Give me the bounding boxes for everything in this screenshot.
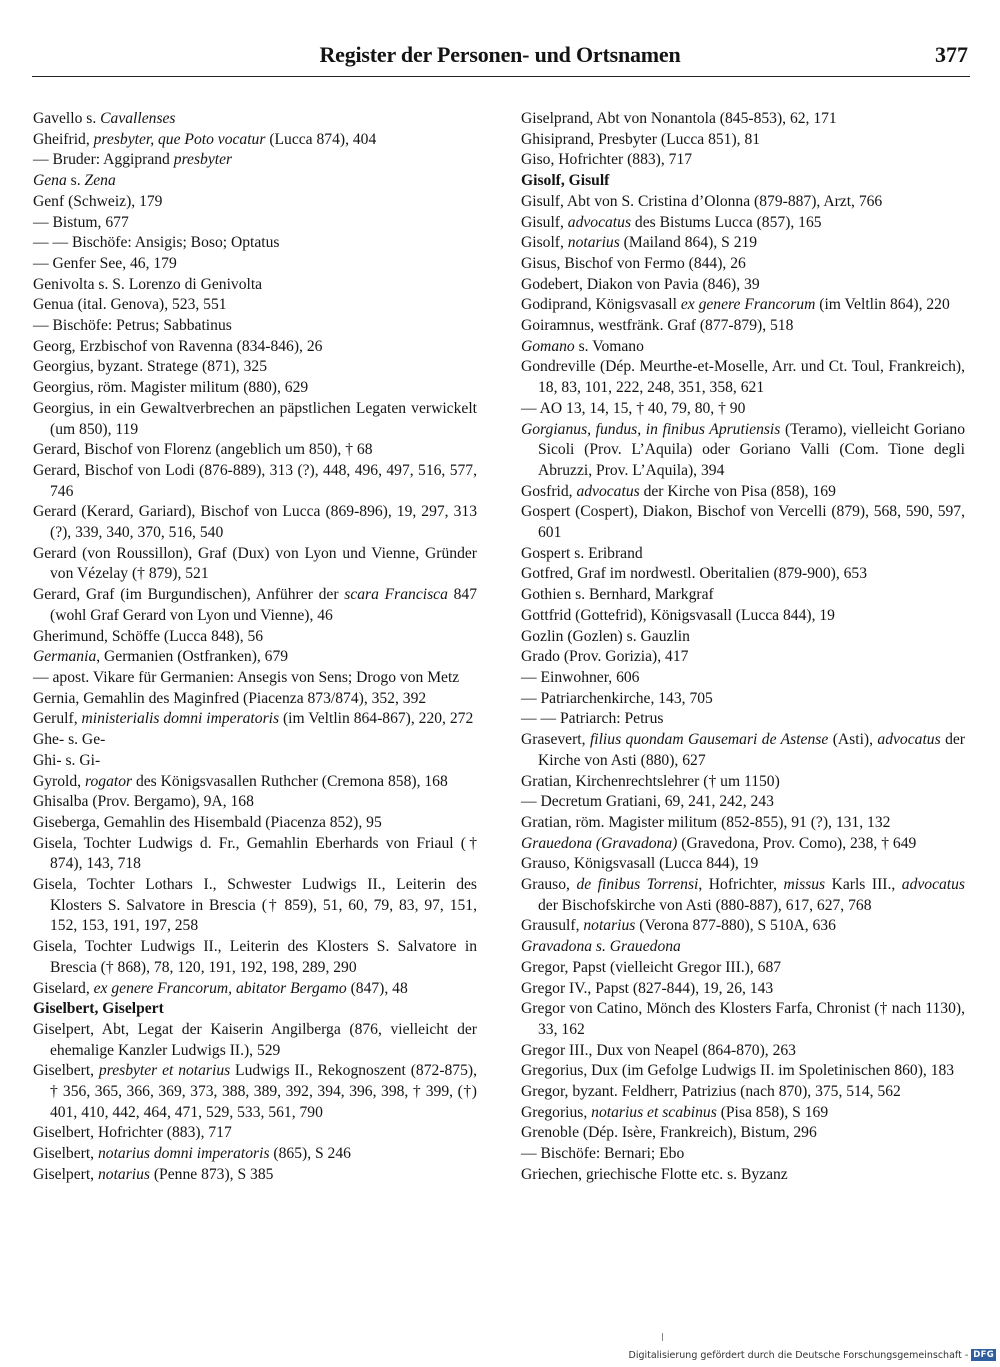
entry-text: Gregor IV., Papst (827-844), 19, 26, 143 <box>521 979 774 997</box>
entry-italic-text: missus <box>783 876 826 894</box>
entry-text: Gregor von Catino, Mönch des Klosters Farfa, Chronist († nach 1130), 33, 162 <box>521 1000 965 1038</box>
entry-text: Godebert, Diakon von Pavia (846), 39 <box>521 275 760 293</box>
register-entry <box>33 751 477 772</box>
entry-text: Giselbert, <box>33 1062 99 1080</box>
register-entry <box>33 440 477 461</box>
entry-text: — Bischöfe: Bernari; Ebo <box>521 1145 685 1163</box>
register-entry <box>521 979 965 1000</box>
register-entry <box>33 337 477 358</box>
register-entry <box>521 150 965 171</box>
entry-text: Goiramnus, westfränk. Graf (877-879), 518 <box>521 317 794 335</box>
register-entry <box>521 357 965 398</box>
entry-text: Griechen, griechische Flotte etc. s. Byzanz <box>521 1165 788 1183</box>
register-entry <box>521 109 965 130</box>
register-entry <box>33 647 477 668</box>
entry-text: , Germanien (Ostfranken), 679 <box>96 648 289 666</box>
entry-italic-text: Zena <box>84 172 116 190</box>
register-entry <box>521 295 965 316</box>
register-entry <box>521 958 965 979</box>
entry-text: Gyrold, <box>33 772 85 790</box>
entry-text: Ludwigs II., Rekognoszent (872-875), † 356, 365, 366, 369, 373, 388, 389, 392, 394, 396, 398, † 399, (†) 401, 410, 442, 464, 471, 529, 533, 561, 790 <box>50 1062 477 1121</box>
register-entry <box>33 130 477 151</box>
entry-text: — Bruder: Aggiprand <box>33 151 174 169</box>
register-entry <box>521 316 965 337</box>
register-entry <box>521 275 965 296</box>
entry-text: Georgius, röm. Magister militum (880), 629 <box>33 379 309 397</box>
entry-text: Gondreville (Dép. Meurthe-et-Moselle, Arr. und Ct. Toul, Frankreich), 18, 83, 101, 222, 248, 351, 358, 621 <box>521 358 965 397</box>
entry-text: (Asti), <box>828 731 878 749</box>
register-entry <box>521 482 965 503</box>
register-entry <box>33 399 477 440</box>
entry-text: Gosfrid, <box>521 482 577 500</box>
entry-text: des Königsvasallen Ruthcher (Cremona 858), 168 <box>132 772 448 790</box>
register-entry <box>521 937 965 958</box>
entry-text: Gerard, Graf (im Burgundischen), Anführer der <box>33 586 345 604</box>
register-entry <box>33 999 477 1020</box>
entry-text: Giselprand, Abt von Nonantola (845-853), 62, 171 <box>521 110 837 127</box>
register-entry <box>33 709 477 730</box>
register-entry <box>33 109 477 130</box>
entry-text: Gospert (Cospert), Diakon, Bischof von Vercelli (879), 568, 590, 597, 601 <box>521 503 965 542</box>
register-entry <box>521 668 965 689</box>
register-entry <box>33 150 477 171</box>
entry-text: — Einwohner, 606 <box>521 668 640 686</box>
entry-italic-text: notarius <box>97 1165 150 1183</box>
entry-italic-text: Grauedona (Gravadona) <box>521 834 678 852</box>
entry-text: Gavello s. <box>33 110 101 127</box>
register-entry <box>521 502 965 543</box>
entry-text: — apost. Vikare für Germanien: Ansegis von Sens; Drogo von Metz <box>33 668 460 686</box>
entry-italic-text: notarius et scabinus <box>591 1103 717 1121</box>
entry-text: der Kirche von Pisa (858), 169 <box>639 482 836 500</box>
entry-text: Gisela, Tochter Lothars I., Schwester Ludwigs II., Leiterin des Klosters S. Salvatore in Brescia († 859), 51, 60, 79, 83, 97, 151, 152, 153, 191, 197, 258 <box>33 876 477 935</box>
register-entry <box>33 295 477 316</box>
entry-text: Giselpert, Abt, Legat der Kaiserin Angilberga (876, vielleicht der ehemalige Kanzler Ludwigs II.), 529 <box>33 1020 477 1059</box>
entry-text: Genivolta s. S. Lorenzo di Genivolta <box>33 275 263 293</box>
register-entry <box>521 1123 965 1144</box>
register-entry <box>521 813 965 834</box>
register-entry <box>521 1082 965 1103</box>
register-entry <box>33 627 477 648</box>
entry-italic-text: notarius domni imperatoris <box>97 1145 270 1163</box>
entry-text: Gernia, Gemahlin des Maginfred (Piacenza 873/874), 352, 392 <box>33 689 427 707</box>
entry-text: Gottfrid (Gottefrid), Königsvasall (Lucca 844), 19 <box>521 606 835 624</box>
entry-text: Gregorius, Dux (im Gefolge Ludwigs II. im Spoletinischen 860), 183 <box>521 1062 955 1080</box>
register-entry <box>521 213 965 234</box>
entry-italic-text: Cavallenses <box>100 110 176 127</box>
register-entry <box>521 171 965 192</box>
entry-text: Ghe- s. Ge- <box>33 731 106 749</box>
register-entry <box>521 709 965 730</box>
entry-text: Genf (Schweiz), 179 <box>33 192 163 210</box>
register-entry <box>33 1144 477 1165</box>
entry-text: (Gravedona, Prov. Como), 238, † 649 <box>677 834 917 852</box>
register-entry <box>33 813 477 834</box>
entry-text: Giselpert, <box>33 1165 98 1183</box>
entry-text: Gerard (von Roussillon), Graf (Dux) von Lyon und Vienne, Gründer von Vézelay († 879), 521 <box>33 544 477 583</box>
entry-italic-text: de finibus Torrensi <box>576 876 699 894</box>
entry-text: Gregor, byzant. Feldherr, Patrizius (nach 870), 375, 514, 562 <box>521 1083 901 1101</box>
register-entry <box>521 399 965 420</box>
register-entry <box>33 544 477 585</box>
entry-text: Gratian, röm. Magister militum (852-855), 91 (?), 131, 132 <box>521 813 891 831</box>
register-entry <box>33 730 477 751</box>
entry-text: s. Vomano <box>574 337 644 355</box>
entry-text: (847), 48 <box>346 979 408 997</box>
register-entry <box>521 730 965 771</box>
entry-italic-text: rogator <box>84 772 133 790</box>
entry-text: Giselbert, Hofrichter (883), 717 <box>33 1124 232 1142</box>
register-entry <box>521 772 965 793</box>
register-entry <box>521 606 965 627</box>
register-column-left <box>33 109 477 1186</box>
entry-text: Gisolf, <box>521 234 568 252</box>
register-entry <box>33 1165 477 1186</box>
page-title: Register der Personen- und Ortsnamen <box>319 42 681 67</box>
entry-text: — Decretum Gratiani, 69, 241, 242, 243 <box>521 793 774 811</box>
entry-text: Godiprand, Königsvasall <box>521 296 681 314</box>
entry-text: (Lucca 874), 404 <box>265 130 377 148</box>
entry-text: — Bischöfe: Petrus; Sabbatinus <box>33 317 232 335</box>
entry-text: Gisela, Tochter Ludwigs II., Leiterin des Klosters S. Salvatore in Brescia († 868), 78, 120, 191, 192, 198, 289, 290 <box>33 938 477 976</box>
register-entry <box>521 999 965 1040</box>
entry-italic-text: presbyter et notarius <box>98 1062 231 1080</box>
footer-text: Digitalisierung gefördert durch die Deutsche Forschungsgemeinschaft - <box>628 1349 969 1361</box>
entry-italic-text: Gena <box>33 172 67 190</box>
register-entry <box>521 792 965 813</box>
register-entry <box>521 647 965 668</box>
register-entry <box>521 192 965 213</box>
footer-credit <box>629 1349 997 1361</box>
entry-text: Grauso, <box>521 876 577 894</box>
entry-text: — — Patriarch: Petrus <box>521 710 664 728</box>
entry-text: (im Veltlin 864), 220 <box>815 296 950 314</box>
register-entry <box>521 689 965 710</box>
register-entry <box>33 772 477 793</box>
register-entry <box>33 585 477 626</box>
entry-text: 847 (wohl Graf Gerard von Lyon und Vienne), 46 <box>50 586 477 624</box>
entry-text: Gospert s. Eribrand <box>521 544 643 562</box>
register-entry <box>33 1123 477 1144</box>
entry-text: Ghisalba (Prov. Bergamo), 9A, 168 <box>33 793 254 811</box>
entry-text: Ghisiprand, Presbyter (Lucca 851), 81 <box>521 130 761 148</box>
entry-text: Giseberga, Gemahlin des Hisembald (Piacenza 852), 95 <box>33 813 382 831</box>
entry-text: (865), S 246 <box>269 1145 351 1163</box>
register-entry <box>33 357 477 378</box>
entry-italic-text: Gorgianus, fundus, in finibus Aprutiensis <box>521 420 781 438</box>
register-entry <box>521 1041 965 1062</box>
entry-text: Genua (ital. Genova), 523, 551 <box>33 296 227 314</box>
entry-text: (im Veltlin 864-867), 220, 272 <box>279 710 474 728</box>
entry-text: Giso, Hofrichter (883), 717 <box>521 151 693 169</box>
register-entry <box>33 937 477 978</box>
entry-text: Giselbert, Giselpert <box>33 1000 164 1018</box>
header-rule <box>32 76 970 77</box>
entry-text: Gisus, Bischof von Fermo (844), 26 <box>521 254 746 272</box>
register-entry <box>521 854 965 875</box>
entry-text: Gothien s. Bernhard, Markgraf <box>521 586 714 604</box>
entry-text: Georg, Erzbischof von Ravenna (834-846), 26 <box>33 337 323 355</box>
register-entry <box>521 916 965 937</box>
entry-italic-text: presbyter, que Poto vocatur <box>93 130 266 148</box>
entry-italic-text: advocatus <box>901 876 965 894</box>
entry-text: Gerard (Kerard, Gariard), Bischof von Lucca (869-896), 19, 297, 313 (?), 339, 340, 370, 516, 540 <box>33 503 477 542</box>
register-entry <box>33 233 477 254</box>
register-entry <box>33 668 477 689</box>
entry-text: Karls III., <box>825 876 902 894</box>
register-entry <box>521 627 965 648</box>
entry-italic-text: scara Francisca <box>344 586 448 604</box>
footer-divider <box>662 1333 664 1341</box>
register-entry <box>521 544 965 565</box>
entry-text: Grenoble (Dép. Isère, Frankreich), Bistum, 296 <box>521 1124 817 1142</box>
entry-text: der Kirche von Asti (880), 627 <box>538 731 965 769</box>
entry-text: (Pisa 858), S 169 <box>716 1103 829 1121</box>
register-entry <box>33 192 477 213</box>
register-entry <box>521 1144 965 1165</box>
entry-italic-text: ex genere Francorum, abitator Bergamo <box>93 979 347 997</box>
entry-text: Georgius, byzant. Stratege (871), 325 <box>33 358 267 376</box>
entry-text: Gisulf, <box>521 213 568 231</box>
entry-text: Gisela, Tochter Ludwigs d. Fr., Gemahlin Eberhards von Friaul († 874), 143, 718 <box>33 834 477 873</box>
register-entry <box>521 420 965 482</box>
entry-text: des Bistums Lucca (857), 165 <box>631 213 822 231</box>
register-entry <box>33 979 477 1000</box>
entry-italic-text: presbyter <box>173 151 233 169</box>
entry-text: Grausulf, <box>521 917 584 935</box>
entry-text: Gisolf, Gisulf <box>521 172 610 190</box>
register-entry <box>521 1165 965 1186</box>
entry-text: der Bischofskirche von Asti (880-887), 617, 627, 768 <box>538 896 872 914</box>
entry-text: — Bistum, 677 <box>33 213 129 231</box>
entry-text: (Penne 873), S 385 <box>149 1165 274 1183</box>
entry-text: (Mailand 864), S 219 <box>619 234 758 252</box>
register-entry <box>521 1061 965 1082</box>
entry-text: Grado (Prov. Gorizia), 417 <box>521 648 689 666</box>
register-entry <box>33 461 477 502</box>
entry-italic-text: advocatus <box>576 482 640 500</box>
register-entry <box>33 275 477 296</box>
entry-text: Gotfred, Graf im nordwestl. Oberitalien (879-900), 653 <box>521 565 868 583</box>
register-entry <box>521 585 965 606</box>
entry-text: (Verona 877-880), S 510A, 636 <box>635 917 836 935</box>
entry-text: Giselard, <box>33 979 94 997</box>
entry-italic-text: ministerialis domni imperatoris <box>81 710 280 728</box>
register-column-right <box>521 109 965 1186</box>
entry-text: Gratian, Kirchenrechtslehrer († um 1150) <box>521 772 780 790</box>
entry-text: Grauso, Königsvasall (Lucca 844), 19 <box>521 855 759 873</box>
entry-italic-text: Gravadona s. Grauedona <box>521 938 681 956</box>
register-entry <box>33 689 477 710</box>
register-entry <box>521 1103 965 1124</box>
entry-text: Gregor, Papst (vielleicht Gregor III.), 687 <box>521 958 782 976</box>
dfg-logo: DFG <box>973 1350 994 1360</box>
entry-text: Gheifrid, <box>33 130 94 148</box>
register-entry <box>521 130 965 151</box>
entry-italic-text: notarius <box>567 234 620 252</box>
entry-text: Gerard, Bischof von Florenz (angeblich um 850), † 68 <box>33 441 373 459</box>
entry-text: Gerard, Bischof von Lodi (876-889), 313 (?), 448, 496, 497, 516, 577, 746 <box>33 461 477 500</box>
register-entry <box>33 875 477 937</box>
entry-italic-text: notarius <box>583 917 636 935</box>
entry-text: Giselbert, <box>33 1145 98 1163</box>
entry-text: Gisulf, Abt von S. Cristina d’Olonna (879-887), Arzt, 766 <box>521 192 883 210</box>
entry-italic-text: advocatus <box>877 731 941 749</box>
register-entry <box>521 564 965 585</box>
register-entry <box>33 316 477 337</box>
register-entry <box>33 834 477 875</box>
register-entry <box>33 1020 477 1061</box>
entry-text: Gregor III., Dux von Neapel (864-870), 263 <box>521 1041 796 1059</box>
entry-text: Gherimund, Schöffe (Lucca 848), 56 <box>33 627 264 645</box>
register-entry <box>33 792 477 813</box>
register-entry <box>33 254 477 275</box>
entry-text: — Genfer See, 46, 179 <box>33 254 177 272</box>
register-entry <box>521 834 965 855</box>
entry-text: Ghi- s. Gi- <box>33 751 101 769</box>
entry-text: Gregorius, <box>521 1103 592 1121</box>
register-entry <box>33 171 477 192</box>
entry-italic-text: ex genere Francorum <box>680 296 816 314</box>
entry-text: Gerulf, <box>33 710 82 728</box>
entry-italic-text: advocatus <box>567 213 632 231</box>
entry-text: Grasevert, <box>521 731 590 749</box>
entry-italic-text: filius quondam Gausemari de Astense <box>589 731 829 749</box>
register-entry <box>33 1061 477 1123</box>
register-entry <box>33 213 477 234</box>
entry-text: — — Bischöfe: Ansigis; Boso; Optatus <box>33 234 280 252</box>
entry-text: — AO 13, 14, 15, † 40, 79, 80, † 90 <box>521 399 746 417</box>
entry-text: Gozlin (Gozlen) s. Gauzlin <box>521 627 690 645</box>
entry-text: , Hofrichter, <box>698 876 784 894</box>
register-entry <box>521 254 965 275</box>
register-entry <box>521 233 965 254</box>
page-number: 377 <box>935 42 968 67</box>
entry-italic-text: Germania <box>33 648 97 666</box>
register-entry <box>33 502 477 543</box>
register-entry <box>33 378 477 399</box>
entry-text: — Patriarchenkirche, 143, 705 <box>521 689 713 707</box>
entry-italic-text: Gomano <box>521 337 575 355</box>
register-entry <box>521 875 965 916</box>
entry-text: (Teramo), vielleicht Goriano Sicoli (Prov. L’Aquila) oder Goriano Valli (Com. Tione degli Abruzzi, Prov. L’Aquila), 394 <box>538 420 965 479</box>
register-entry <box>521 337 965 358</box>
entry-text: s. <box>66 172 85 190</box>
entry-text: Georgius, in ein Gewaltverbrechen an päpstlichen Legaten verwickelt (um 850), 119 <box>33 399 477 438</box>
